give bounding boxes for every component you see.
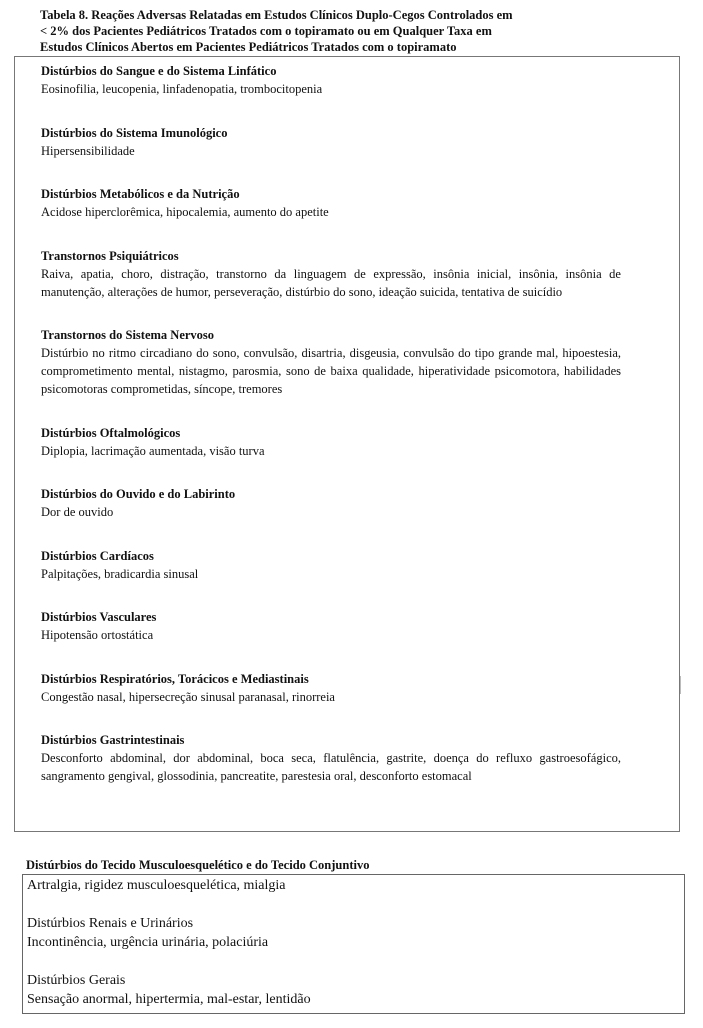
section-text: Distúrbio no ritmo circadiano do sono, convulsão, disartria, disgeusia, convulsão do tipo grande mal, hipoestesia, comprometimento mental, nistagmo, parosmia, sono de baixa qualidade, hiperatividade psicomotora, habilidades psicomotoras comprometidas, síncope, tremores (41, 346, 621, 396)
section-text: Hipersensibilidade (41, 143, 135, 158)
section-psychiatric (41, 247, 621, 301)
section-general (27, 971, 667, 1009)
section-title: Distúrbios Vasculares (41, 610, 157, 624)
section-text: Artralgia, rigidez musculoesquelética, mialgia (27, 878, 286, 893)
section-text: Eosinofilia, leucopenia, linfadenopatia, trombocitopenia (41, 82, 323, 96)
section-text: Congestão nasal, hipersecreção sinusal paranasal, rinorreia (41, 689, 335, 704)
section-title: Distúrbios do Sangue e do Sistema Linfático (41, 64, 277, 78)
section-title: Distúrbios do Ouvido e do Labirinto (41, 487, 236, 501)
section-metabolic (41, 185, 621, 221)
section-immune (41, 124, 621, 160)
caption-line-3: Estudos Clínicos Abertos em Pacientes Pediátricos Tratados com o topiramato (40, 40, 457, 54)
section-text: Hipotensão ortostática (41, 628, 154, 642)
section-title: Distúrbios Respiratórios, Torácicos e Mediastinais (41, 671, 309, 686)
section-title: Distúrbios Renais e Urinários (27, 916, 194, 931)
section-text: Dor de ouvido (41, 505, 114, 519)
section-title-musculoskeletal: Distúrbios do Tecido Musculoesquelético e do Tecido Conjuntivo (26, 858, 370, 872)
section-text: Palpitações, bradicardia sinusal (41, 566, 199, 581)
section-gastrointestinal (41, 731, 621, 785)
section-blood-lymphatic (41, 62, 621, 98)
section-text: Incontinência, urgência urinária, polaciúria (27, 935, 269, 950)
section-vascular (41, 608, 621, 644)
section-text: Desconforto abdominal, dor abdominal, boca seca, flatulência, gastrite, doença do refluxo gastroesofágico, sangramento gengival, glossodinia, pancreatite, parestesia oral, desconforto estomacal (41, 751, 621, 783)
adverse-reactions-box (14, 56, 680, 832)
section-nervous-system (41, 326, 621, 398)
adverse-reactions-list (41, 62, 621, 811)
section-ophthalmic (41, 424, 621, 460)
adverse-reactions-list-continued (27, 876, 667, 1028)
section-title: Transtornos do Sistema Nervoso (41, 328, 215, 342)
section-respiratory (41, 670, 621, 706)
section-title: Distúrbios Gerais (27, 973, 126, 988)
section-title: Transtornos Psiquiátricos (41, 248, 179, 263)
section-title: Distúrbios do Sistema Imunológico (41, 125, 228, 140)
section-text: Acidose hiperclorêmica, hipocalemia, aumento do apetite (41, 205, 329, 219)
section-cardiac (41, 547, 621, 583)
section-text: Diplopia, lacrimação aumentada, visão turva (41, 443, 265, 458)
section-renal-urinary (27, 914, 667, 952)
table-caption (40, 7, 640, 55)
adverse-reactions-box-continued (22, 874, 685, 1014)
page-divider-mark (680, 676, 681, 694)
section-title: Distúrbios Metabólicos e da Nutrição (41, 187, 240, 201)
caption-line-1: Tabela 8. Reações Adversas Relatadas em Estudos Clínicos Duplo-Cegos Controlados em (40, 8, 513, 22)
section-text: Raiva, apatia, choro, distração, transtorno da linguagem de expressão, insônia inicial, insônia, insônia de manutenção, alterações de humor, perseveração, distúrbio do sono, ideação suicida, tentativa de suicídio (41, 266, 621, 299)
section-text: Sensação anormal, hipertermia, mal-estar, lentidão (27, 992, 311, 1007)
section-title: Distúrbios Cardíacos (41, 548, 154, 563)
caption-line-2: < 2% dos Pacientes Pediátricos Tratados com o topiramato ou em Qualquer Taxa em (40, 24, 492, 38)
section-title: Distúrbios Oftalmológicos (41, 425, 181, 440)
section-musculoskeletal-text (27, 876, 667, 895)
section-title: Distúrbios Gastrintestinais (41, 733, 185, 747)
section-ear-labyrinth (41, 485, 621, 521)
